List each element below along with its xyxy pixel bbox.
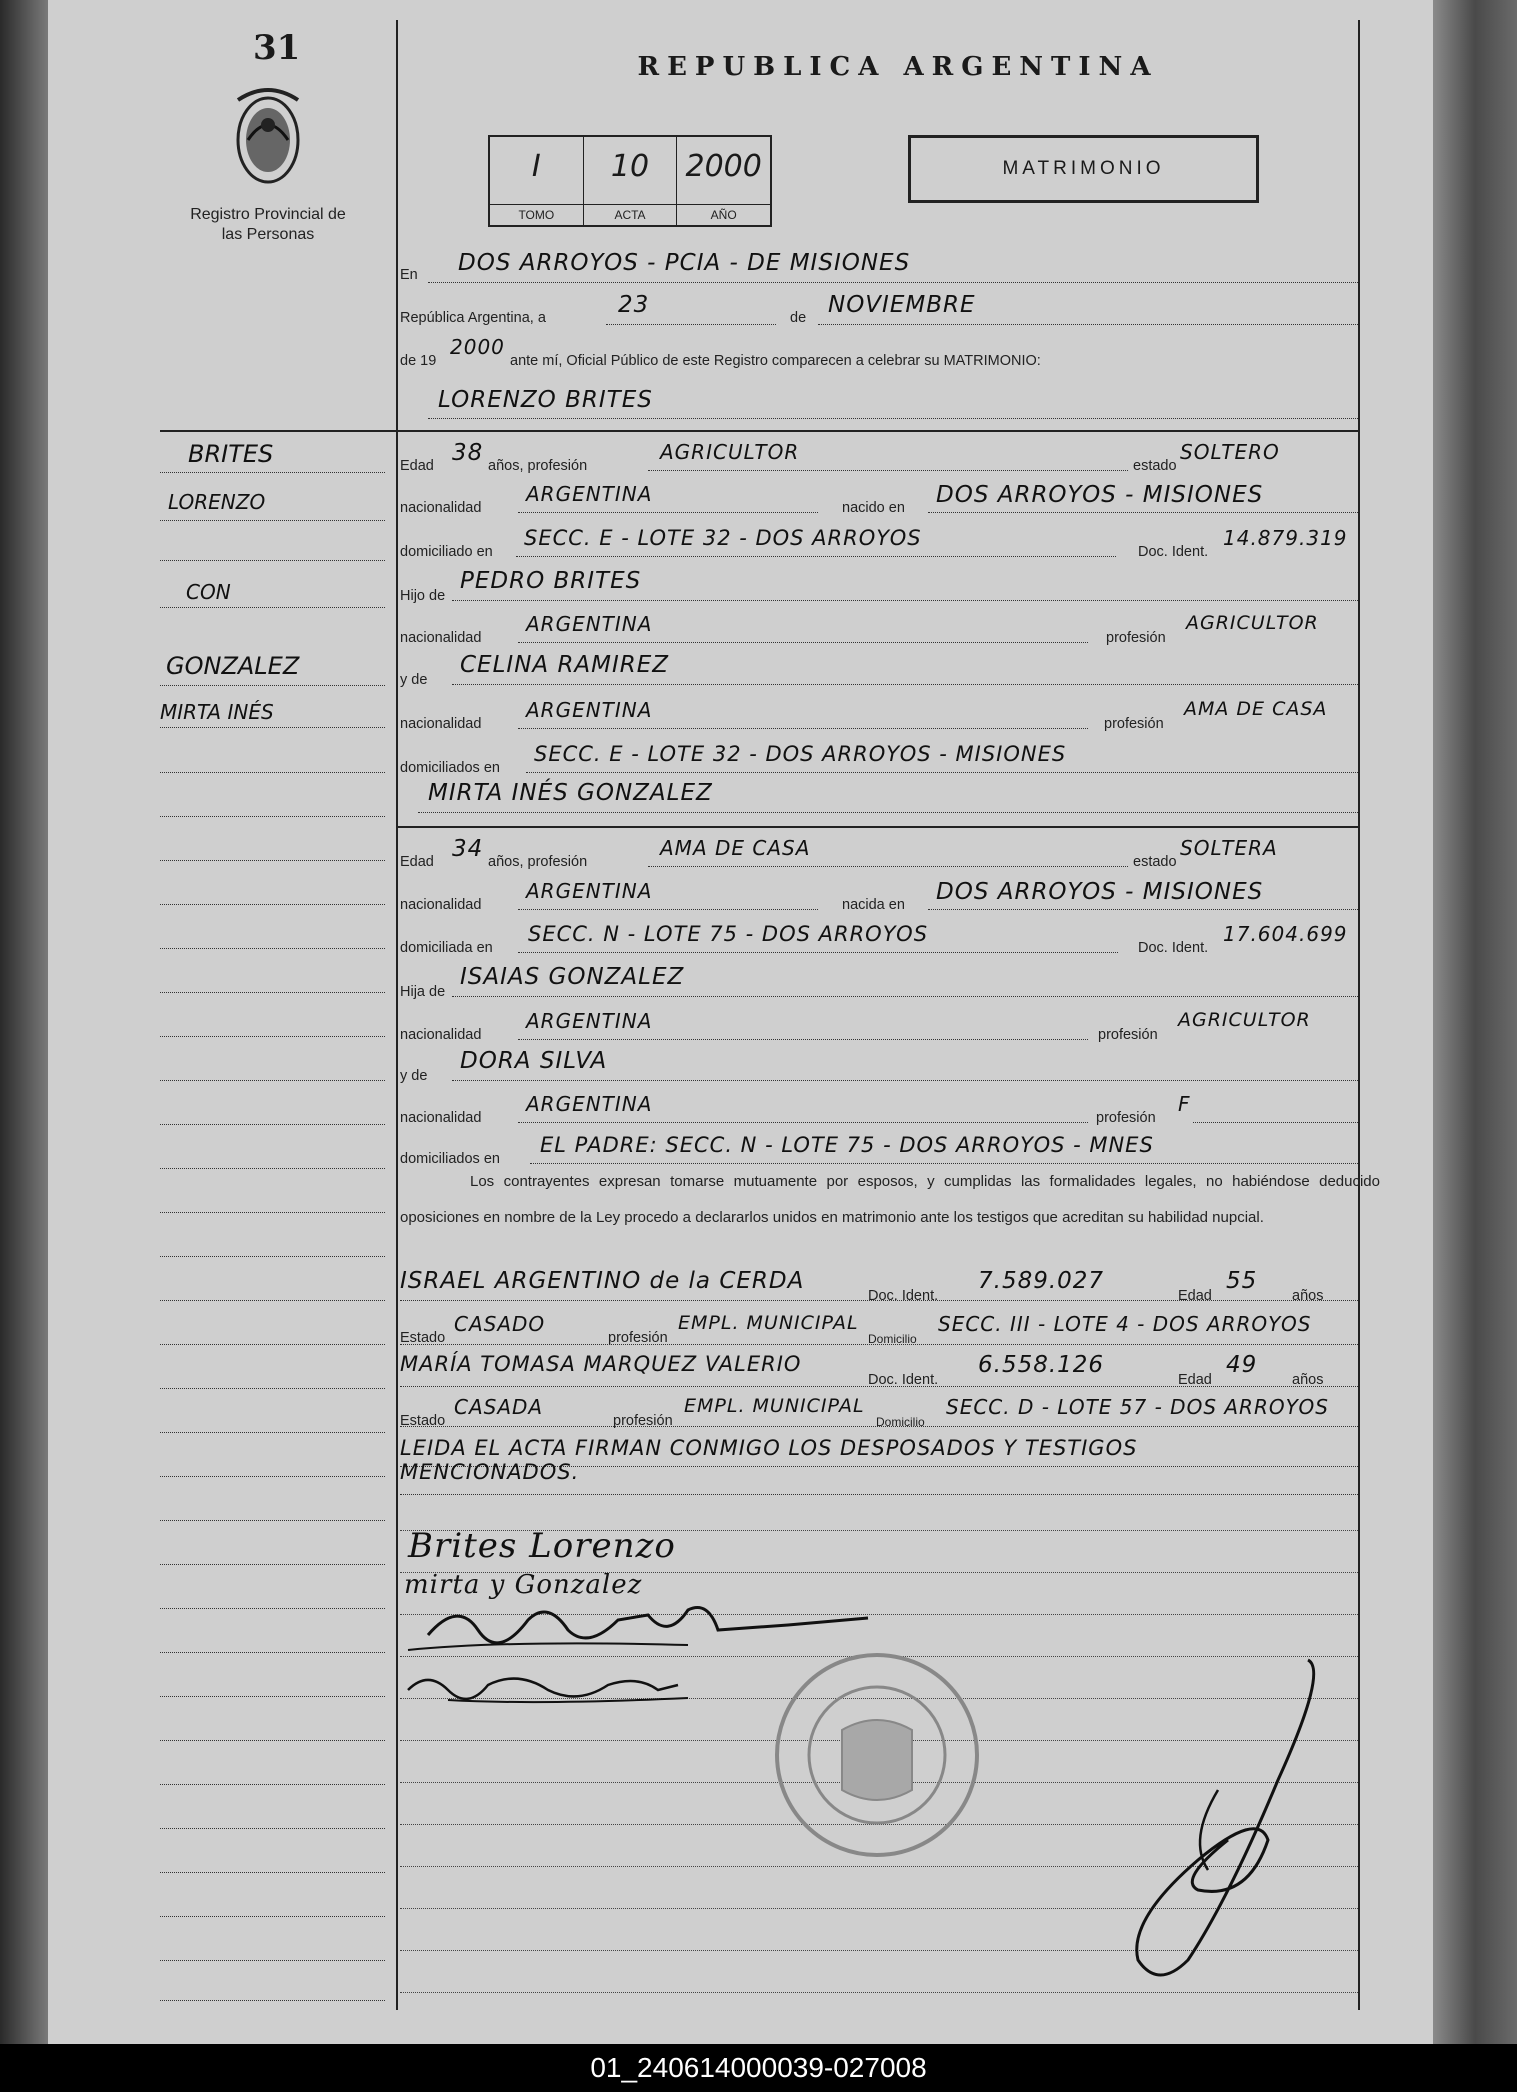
right-border-line xyxy=(1358,20,1360,2010)
witness1-edad: 55 xyxy=(1226,1268,1258,1294)
rule xyxy=(648,470,1128,471)
bride-dom-label: domiciliada en xyxy=(400,940,493,956)
witness2-profesion: EMPL. MUNICIPAL xyxy=(684,1395,865,1417)
place-value: DOS ARROYOS - PCIA - DE MISIONES xyxy=(458,250,911,276)
acta-label: ACTA xyxy=(584,204,677,225)
sidebar-rule xyxy=(160,1344,385,1345)
witness2-domicilio: SECC. D - LOTE 57 - DOS ARROYOS xyxy=(946,1395,1329,1419)
sidebar-bride-name: MIRTA INÉS xyxy=(160,700,274,724)
groom-domicilio: SECC. E - LOTE 32 - DOS ARROYOS xyxy=(524,526,922,550)
rule xyxy=(518,1039,1088,1040)
bride-edad: 34 xyxy=(452,836,484,862)
groom-nacido: DOS ARROYOS - MISIONES xyxy=(936,482,1264,508)
rule xyxy=(428,282,1358,283)
sidebar-rule xyxy=(160,472,385,473)
groom-father-prof-label: profesión xyxy=(1106,630,1166,646)
rule xyxy=(526,772,1358,773)
groom-estado-label: estado xyxy=(1133,458,1177,474)
rule xyxy=(606,324,776,325)
bride-nacida: DOS ARROYOS - MISIONES xyxy=(936,879,1264,905)
image-id-footer: 01_240614000039-027008 xyxy=(0,2044,1517,2092)
witness1-estado: CASADO xyxy=(454,1312,546,1336)
witness2-doc-label: Doc. Ident. xyxy=(868,1372,939,1388)
rule xyxy=(928,512,1358,513)
rule xyxy=(518,1122,1088,1123)
sidebar-rule xyxy=(160,2000,385,2001)
sidebar-rule xyxy=(160,1168,385,1169)
rule xyxy=(818,324,1358,325)
bride-profesion: AMA DE CASA xyxy=(660,836,811,860)
sidebar-divider xyxy=(160,430,396,432)
year-value: 2000 xyxy=(450,335,505,359)
witness2-name: MARÍA TOMASA MARQUEZ VALERIO xyxy=(400,1352,802,1376)
closing-line-1: LEIDA EL ACTA FIRMAN CONMIGO LOS DESPOSADOS Y TESTIGOS xyxy=(400,1436,1138,1460)
bride-doc: 17.604.699 xyxy=(1223,922,1348,946)
witness1-anos-label: años xyxy=(1292,1288,1324,1304)
coat-of-arms-icon xyxy=(228,80,308,190)
sidebar-rule xyxy=(160,1212,385,1213)
page-number: 31 xyxy=(253,28,301,68)
sidebar-rule xyxy=(160,1476,385,1477)
groom-father-nac: ARGENTINA xyxy=(526,612,653,636)
rule xyxy=(518,642,1088,643)
witness1-name: ISRAEL ARGENTINO de la CERDA xyxy=(400,1268,805,1294)
sidebar-rule xyxy=(160,1740,385,1741)
sidebar-rule xyxy=(160,1080,385,1081)
rule xyxy=(400,1300,1358,1301)
groom-mother-prof: AMA DE CASA xyxy=(1184,698,1328,720)
bride-nac-label: nacionalidad xyxy=(400,897,482,913)
bride-father-nac-label: nacionalidad xyxy=(400,1027,482,1043)
sidebar-rule xyxy=(160,1256,385,1257)
bride-doc-label: Doc. Ident. xyxy=(1138,940,1209,956)
matrimonio-title: MATRIMONIO xyxy=(908,135,1259,203)
section-divider xyxy=(398,430,1358,432)
bride-mother-nac: ARGENTINA xyxy=(526,1092,653,1116)
witness2-anos-label: años xyxy=(1292,1372,1324,1388)
bride-mother: DORA SILVA xyxy=(460,1048,608,1074)
sidebar-rule xyxy=(160,860,385,861)
bride-father-prof-label: profesión xyxy=(1098,1027,1158,1043)
sidebar-rule xyxy=(160,560,385,561)
bride-domicilio: SECC. N - LOTE 75 - DOS ARROYOS xyxy=(528,922,929,946)
ano-label: AÑO xyxy=(677,204,770,225)
rule xyxy=(928,909,1358,910)
groom-nacionalidad: ARGENTINA xyxy=(526,482,653,506)
witness2-doc: 6.558.126 xyxy=(978,1352,1105,1378)
witness2-edad-label: Edad xyxy=(1178,1372,1212,1388)
tomo-value: I xyxy=(531,149,541,184)
rule xyxy=(518,728,1088,729)
sidebar-rule xyxy=(160,1388,385,1389)
sidebar-rule xyxy=(160,1124,385,1125)
year-de-label: de 19 xyxy=(400,353,437,369)
registry-seal-icon xyxy=(772,1650,982,1860)
witness1-dom-label: Domicilio xyxy=(868,1332,917,1346)
bride-nacida-label: nacida en xyxy=(842,897,905,913)
en-label: En xyxy=(400,267,418,283)
ano-value: 2000 xyxy=(685,149,762,184)
groom-nacido-label: nacido en xyxy=(842,500,905,516)
signature-groom: Brites Lorenzo xyxy=(408,1526,676,1566)
groom-profesion-label: años, profesión xyxy=(488,458,588,474)
sidebar-rule xyxy=(160,1828,385,1829)
groom-dom-label: domiciliado en xyxy=(400,544,493,560)
witness1-doc: 7.589.027 xyxy=(978,1268,1105,1294)
witness1-edad-label: Edad xyxy=(1178,1288,1212,1304)
groom-mother: CELINA RAMIREZ xyxy=(460,652,670,678)
witness2-estado: CASADA xyxy=(454,1395,544,1419)
groom-doc: 14.879.319 xyxy=(1223,526,1348,550)
sidebar-rule xyxy=(160,1960,385,1961)
rule xyxy=(400,1426,1358,1427)
groom-full-name: LORENZO BRITES xyxy=(438,387,653,413)
tomo-label: TOMO xyxy=(490,204,583,225)
groom-mother-nac-label: nacionalidad xyxy=(400,716,482,732)
witness1-profesion: EMPL. MUNICIPAL xyxy=(678,1312,859,1334)
rule xyxy=(648,866,1128,867)
groom-estado: SOLTERO xyxy=(1180,440,1280,464)
bride-father: ISAIAS GONZALEZ xyxy=(460,964,685,990)
ante-text: ante mí, Oficial Público de este Registro comparecen a celebrar su MATRIMONIO: xyxy=(510,353,1041,369)
sidebar-rule xyxy=(160,1784,385,1785)
groom-profesion: AGRICULTOR xyxy=(660,440,800,464)
rule xyxy=(400,1386,1358,1387)
rule xyxy=(452,600,1358,601)
witness1-prof-label: profesión xyxy=(608,1330,668,1346)
sidebar-rule xyxy=(160,727,385,728)
sidebar-surname: BRITES xyxy=(188,440,274,468)
sidebar-rule xyxy=(160,1564,385,1565)
bride-profesion-label: años, profesión xyxy=(488,854,588,870)
groom-mother-prof-label: profesión xyxy=(1104,716,1164,732)
sidebar-rule xyxy=(160,607,385,608)
next-page-edge xyxy=(1433,0,1517,2044)
signature-bride: mirta y Gonzalez xyxy=(404,1570,643,1600)
republic-date-label: República Argentina, a xyxy=(400,310,546,326)
sidebar-rule xyxy=(160,1872,385,1873)
bride-mother-prof-label: profesión xyxy=(1096,1110,1156,1126)
groom-parents-dom-label: domiciliados en xyxy=(400,760,500,776)
rule xyxy=(418,812,1358,813)
sidebar-rule xyxy=(160,1652,385,1653)
rule xyxy=(518,512,818,513)
witness1-doc-label: Doc. Ident. xyxy=(868,1288,939,1304)
groom-mother-label: y de xyxy=(400,672,428,688)
day-value: 23 xyxy=(618,292,650,318)
sidebar-first-name: LORENZO xyxy=(168,490,266,514)
acta-value: 10 xyxy=(610,149,650,184)
sidebar-rule xyxy=(160,948,385,949)
sidebar-rule xyxy=(160,1608,385,1609)
marriage-statement: Los contrayentes expresan tomarse mutuamente por esposos, y cumplidas las formalidades legales, no habiéndose deducido oposiciones en nombre de la Ley procedo a declararlos unidos en matrimonio ante los testigos que acreditan su habilidad nupcial. xyxy=(400,1173,1380,1226)
bride-estado: SOLTERA xyxy=(1180,836,1278,860)
groom-nac-label: nacionalidad xyxy=(400,500,482,516)
rule xyxy=(1193,1122,1358,1123)
section-divider xyxy=(398,826,1358,828)
sidebar-rule xyxy=(160,992,385,993)
bride-hija-label: Hija de xyxy=(400,984,446,1000)
groom-father-prof: AGRICULTOR xyxy=(1186,612,1319,634)
witness1-estado-label: Estado xyxy=(400,1330,446,1346)
sidebar-rule xyxy=(160,685,385,686)
bride-full-name: MIRTA INÉS GONZALEZ xyxy=(428,780,713,806)
rule xyxy=(518,952,1118,953)
rule xyxy=(516,556,1116,557)
sidebar-bride-surname: GONZALEZ xyxy=(166,652,300,680)
sidebar-rule xyxy=(160,1696,385,1697)
groom-mother-nac: ARGENTINA xyxy=(526,698,653,722)
bride-parents-dom-label: domiciliados en xyxy=(400,1151,500,1167)
document-page xyxy=(48,0,1433,2044)
sidebar-rule xyxy=(160,520,385,521)
sidebar-rule xyxy=(160,1916,385,1917)
sidebar-rule xyxy=(160,1520,385,1521)
republic-title: REPUBLICA ARGENTINA xyxy=(637,52,1159,82)
bride-mother-nac-label: nacionalidad xyxy=(400,1110,482,1126)
bride-nacionalidad: ARGENTINA xyxy=(526,879,653,903)
groom-doc-label: Doc. Ident. xyxy=(1138,544,1209,560)
bride-father-nac: ARGENTINA xyxy=(526,1009,653,1033)
sidebar-rule xyxy=(160,816,385,817)
sidebar-rule xyxy=(160,1432,385,1433)
witness2-edad: 49 xyxy=(1226,1352,1258,1378)
official-signature-icon xyxy=(1078,1640,1348,2000)
bride-mother-prof: F xyxy=(1178,1092,1191,1116)
bride-mother-label: y de xyxy=(400,1068,428,1084)
bride-estado-label: estado xyxy=(1133,854,1177,870)
binding-edge xyxy=(0,0,48,2044)
tomo-acta-box xyxy=(488,135,772,227)
sidebar-rule xyxy=(160,1300,385,1301)
sidebar-rule xyxy=(160,1036,385,1037)
rule xyxy=(428,418,1358,419)
sidebar-rule xyxy=(160,772,385,773)
sidebar-con: CON xyxy=(186,580,231,604)
bride-father-prof: AGRICULTOR xyxy=(1178,1009,1311,1031)
rule xyxy=(452,684,1358,685)
witness2-dom-label: Domicilio xyxy=(876,1415,925,1429)
registry-label: Registro Provincial de las Personas xyxy=(190,206,346,243)
groom-father: PEDRO BRITES xyxy=(460,568,642,594)
witness2-estado-label: Estado xyxy=(400,1413,446,1429)
rule xyxy=(400,1494,1358,1495)
rule xyxy=(452,1080,1358,1081)
groom-edad-label: Edad xyxy=(400,458,434,474)
month-de-label: de xyxy=(790,310,807,326)
rule xyxy=(452,996,1358,997)
witness2-prof-label: profesión xyxy=(613,1413,673,1429)
groom-parents-dom: SECC. E - LOTE 32 - DOS ARROYOS - MISIONES xyxy=(534,742,1067,766)
groom-hijo-label: Hijo de xyxy=(400,588,446,604)
bride-parents-dom: EL PADRE: SECC. N - LOTE 75 - DOS ARROYOS - MNES xyxy=(540,1133,1154,1157)
rule xyxy=(400,1344,1358,1345)
witness1-domicilio: SECC. III - LOTE 4 - DOS ARROYOS xyxy=(938,1312,1312,1336)
sidebar-rule xyxy=(160,904,385,905)
month-value: NOVIEMBRE xyxy=(828,292,976,318)
groom-edad: 38 xyxy=(452,440,484,466)
rule xyxy=(518,909,818,910)
closing-line-2: MENCIONADOS. xyxy=(400,1460,580,1484)
bride-edad-label: Edad xyxy=(400,854,434,870)
groom-father-nac-label: nacionalidad xyxy=(400,630,482,646)
